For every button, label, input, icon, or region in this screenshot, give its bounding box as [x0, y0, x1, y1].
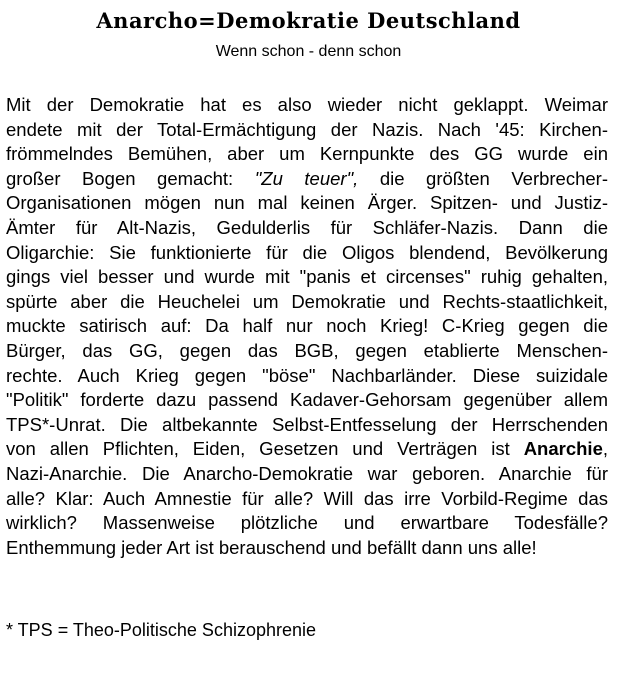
body-line: Oligarchie: Sie funktionierte für die Oligos blendend, Bevölkerung [6, 241, 608, 263]
body-line: Mit der Demokratie hat es also wieder nicht geklappt. Weimar [6, 94, 608, 115]
document-title: Anarcho=Demokratie Deutschland [96, 8, 521, 33]
body-line: Enthemmung jeder Art ist berauschend und befällt dann uns alle! [6, 536, 537, 558]
body-text [6, 93, 608, 560]
body-line: Ämter für Alt-Nazis, Gedulderlis für Schläfer-Nazis. Dann die [6, 216, 608, 238]
body-line: Nazi-Anarchie. Die Anarcho-Demokratie war geboren. Anarchie für [6, 462, 608, 484]
body-line [6, 167, 608, 192]
body-line [6, 437, 608, 462]
footnote: * TPS = Theo-Politische Schizophrenie [6, 620, 317, 640]
body-line-text: , [602, 438, 608, 460]
body-line: rechte. Auch Krieg gegen "böse" Nachbarländer. Diese suizidale [6, 364, 608, 386]
body-line: "Politik" forderte dazu passend Kadaver-Gehorsam gegenüber allem [6, 389, 608, 411]
body-line: frömmelndes Bemühen, aber um Kernpunkte des GG wurde ein [6, 143, 608, 165]
italic-quote: "Zu teuer", [254, 167, 359, 189]
body-line: spürte aber die Heuchelei um Demokratie und Rechts-staatlichkeit, [6, 290, 608, 312]
body-line-text: von allen Pflichten, Eiden, Gesetzen und Verträgen ist [6, 438, 524, 460]
document-subtitle: Wenn schon - denn schon [215, 43, 402, 60]
body-line: gings viel besser und wurde mit "panis et circenses" ruhig gehalten, [6, 266, 608, 288]
body-line: alle? Klar: Auch Amnestie für alle? Will das irre Vorbild-Regime das [6, 487, 608, 509]
body-line-text: großer Bogen gemacht: [6, 167, 255, 189]
body-line: endete mit der Total-Ermächtigung der Nazis. Nach '45: Kirchen- [6, 118, 608, 140]
body-line: muckte satirisch auf: Da half nur noch Krieg! C-Krieg gegen die [6, 315, 608, 337]
body-line-text: die größten Verbrecher- [358, 167, 608, 189]
bold-word: Anarchie [523, 438, 603, 460]
body-line: wirklich? Massenweise plötzliche und erwartbare Todesfälle? [6, 512, 608, 534]
body-line: Bürger, das GG, gegen das BGB, gegen etablierte Menschen- [6, 339, 608, 361]
body-line: TPS*-Unrat. Die altbekannte Selbst-Entfesselung der Herrschenden [6, 413, 608, 435]
body-line: Organisationen mögen nun mal keinen Ärger. Spitzen- und Justiz- [6, 192, 608, 214]
